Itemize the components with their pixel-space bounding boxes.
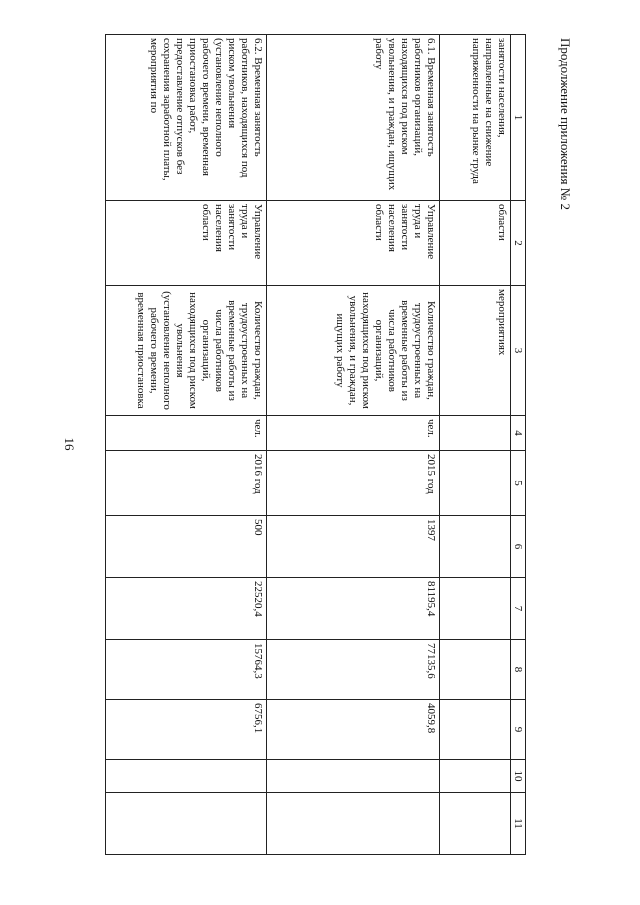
cell-col10 <box>106 760 267 793</box>
cell-regional: 6756,1 <box>106 700 267 760</box>
cell-unit: чел. <box>106 416 267 451</box>
cell-col10 <box>440 760 511 793</box>
cell-activity: 6.1. Временная занятость работников организаций, находящихся под риском увольнения, и граждан, ищущих работу <box>267 35 440 201</box>
column-number: 10 <box>511 760 526 793</box>
cell-federal: 77135,6 <box>267 640 440 700</box>
cell-value <box>440 516 511 578</box>
cell-federal <box>440 640 511 700</box>
cell-period <box>440 451 511 516</box>
cell-unit: чел. <box>267 416 440 451</box>
column-number: 1 <box>511 35 526 201</box>
column-number: 4 <box>511 416 526 451</box>
cell-indicator: мероприятиях <box>440 286 511 416</box>
column-number: 8 <box>511 640 526 700</box>
cell-indicator: Количество граждан, трудоустроенных на временные работы из числа работников организаций, находящихся под риском увольнения, и граждан, ищущих работу <box>267 286 440 416</box>
appendix-header <box>555 26 577 226</box>
column-number: 11 <box>511 793 526 855</box>
table-row <box>440 35 511 855</box>
cell-federal: 15764,3 <box>106 640 267 700</box>
page-number: 16 <box>62 437 77 451</box>
cell-col11 <box>440 793 511 855</box>
cell-value: 500 <box>106 516 267 578</box>
cell-regional <box>440 700 511 760</box>
column-number: 3 <box>511 286 526 416</box>
table-sheet <box>116 34 526 854</box>
cell-period: 2016 год <box>106 451 267 516</box>
cell-col11 <box>106 793 267 855</box>
cell-period: 2015 год <box>267 451 440 516</box>
appendix-table <box>105 34 526 855</box>
cell-executor: области <box>440 201 511 286</box>
column-number-row <box>511 35 526 855</box>
cell-regional: 4059,8 <box>267 700 440 760</box>
column-number: 5 <box>511 451 526 516</box>
column-number: 6 <box>511 516 526 578</box>
table-row <box>106 35 267 855</box>
cell-unit <box>440 416 511 451</box>
cell-total: 22520,4 <box>106 578 267 640</box>
cell-total: 81195,4 <box>267 578 440 640</box>
table-rotator <box>116 34 526 854</box>
cell-col11 <box>267 793 440 855</box>
appendix-header-text: Продолжение приложения № 2 <box>558 38 573 210</box>
cell-indicator: Количество граждан, трудоустроенных на временные работы из числа работников организаций, находящихся под риском увольнения (установление неполного рабочего времени, временная приостановка <box>106 286 267 416</box>
column-number: 2 <box>511 201 526 286</box>
table-row <box>267 35 440 855</box>
cell-activity: занятости населения, направленные на снижение напряженности на рынке труда <box>440 35 511 201</box>
cell-value: 1397 <box>267 516 440 578</box>
cell-col10 <box>267 760 440 793</box>
cell-total <box>440 578 511 640</box>
cell-activity: 6.2. Временная занятость работников, находящихся под риском увольнения (установление неполного рабочего времени, временная приостановка работ, предоставление отпусков без сохранения заработной платы, мероприятия по <box>106 35 267 201</box>
column-number: 7 <box>511 578 526 640</box>
column-number: 9 <box>511 700 526 760</box>
cell-executor: Управление труда и занятости населения области <box>267 201 440 286</box>
cell-executor: Управление труда и занятости населения области <box>106 201 267 286</box>
